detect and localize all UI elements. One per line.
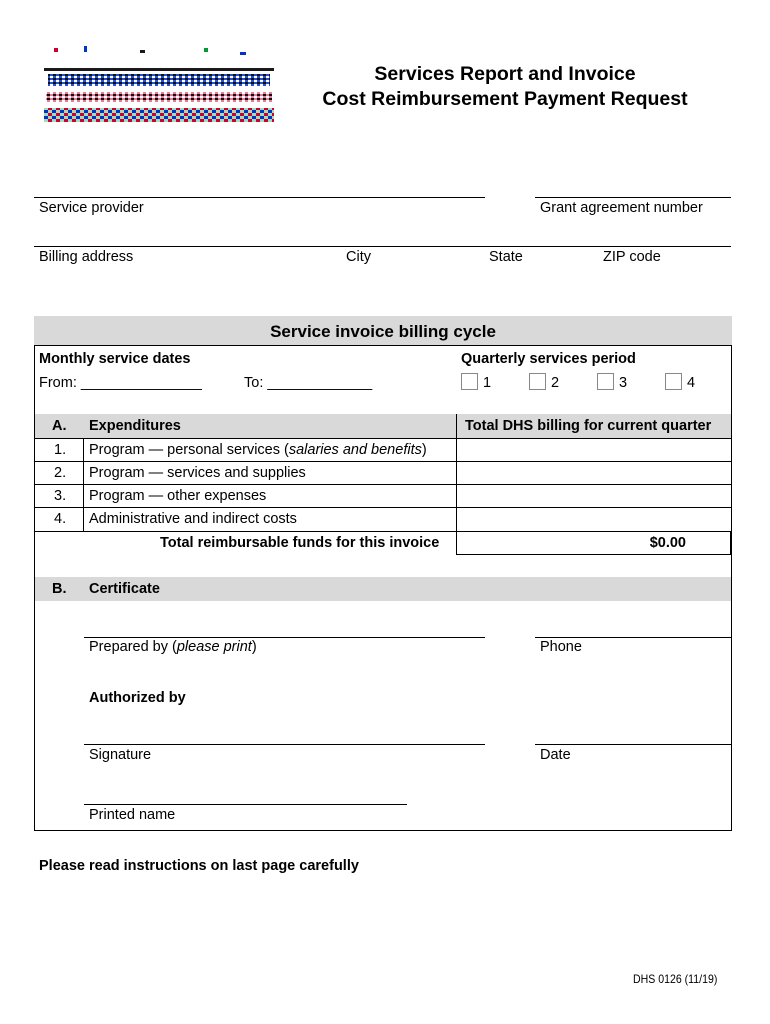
quarter-3-label: 3: [619, 375, 628, 391]
billing-address-label: Billing address: [39, 249, 134, 265]
date-line[interactable]: [535, 744, 731, 745]
from-date-field[interactable]: From: _______________: [39, 375, 202, 391]
total-reimbursable-label: Total reimbursable funds for this invoice: [160, 535, 440, 551]
row-4-amount-field[interactable]: [458, 508, 730, 530]
quarter-1-label: 1: [483, 375, 492, 391]
prepared-by-line[interactable]: [84, 637, 485, 638]
quarter-2-label: 2: [551, 375, 560, 391]
dhs-logo: [44, 44, 274, 130]
form-title-line2: Cost Reimbursement Payment Request: [322, 88, 688, 110]
prepared-by-label-text: Prepared by (: [89, 639, 177, 655]
expenditures-heading: Expenditures: [89, 418, 181, 434]
authorized-by-label: Authorized by: [89, 690, 186, 706]
row-1-number: 1.: [54, 442, 67, 458]
row-2-amount-field[interactable]: [458, 462, 730, 483]
quarter-3-checkbox[interactable]: [597, 373, 614, 390]
zip-label: ZIP code: [603, 249, 661, 265]
section-a-letter: A.: [52, 418, 67, 434]
row-1-label-end: ): [421, 442, 427, 458]
row-3-amount-field[interactable]: [458, 485, 730, 506]
row-4-label: Administrative and indirect costs: [89, 511, 297, 527]
total-dhs-billing-heading: Total DHS billing for current quarter: [465, 418, 712, 434]
row-2-number: 2.: [54, 465, 67, 481]
grant-number-label: Grant agreement number: [540, 200, 703, 216]
row-1-label-text: Program — personal services (: [89, 442, 289, 458]
instructions-note: Please read instructions on last page carefully: [39, 858, 359, 874]
form-number: DHS 0126 (11/19): [633, 972, 718, 986]
printed-name-line[interactable]: [84, 804, 407, 805]
logo-graphic: [44, 46, 274, 122]
total-amount-value: $0.00: [649, 535, 686, 551]
row-3-label: Program — other expenses: [89, 488, 267, 504]
to-date-field[interactable]: To: _____________: [244, 375, 373, 391]
row-1-label: [89, 442, 427, 458]
row-1-label-italic: salaries and benefits: [288, 442, 422, 458]
phone-label: Phone: [540, 639, 582, 655]
service-provider-line[interactable]: [34, 197, 485, 198]
total-amount-field[interactable]: [456, 531, 731, 555]
billing-cycle-header: [34, 316, 732, 345]
city-label: City: [346, 249, 371, 265]
quarter-4-checkbox[interactable]: [665, 373, 682, 390]
prepared-by-label-italic: please print: [176, 639, 252, 655]
grant-number-line[interactable]: [535, 197, 731, 198]
signature-label: Signature: [89, 747, 152, 763]
quarter-4-label: 4: [687, 375, 696, 391]
row-4-number: 4.: [54, 511, 67, 527]
prepared-by-label-end: ): [251, 639, 257, 655]
prepared-by-label: [89, 639, 257, 655]
printed-name-label: Printed name: [89, 807, 176, 823]
service-provider-label: Service provider: [39, 200, 144, 216]
state-label: State: [489, 249, 523, 265]
date-label: Date: [540, 747, 571, 763]
monthly-dates-label: Monthly service dates: [39, 351, 191, 367]
phone-line[interactable]: [535, 637, 731, 638]
quarter-2-checkbox[interactable]: [529, 373, 546, 390]
certificate-heading: Certificate: [89, 581, 160, 597]
row-1-amount-field[interactable]: [458, 439, 730, 460]
form-title-line1: Services Report and Invoice: [374, 63, 636, 85]
quarter-1-checkbox[interactable]: [461, 373, 478, 390]
row-3-number: 3.: [54, 488, 67, 504]
quarterly-period-label: Quarterly services period: [461, 351, 636, 367]
billing-address-line[interactable]: [34, 246, 731, 247]
section-b-letter: B.: [52, 581, 67, 597]
signature-line[interactable]: [84, 744, 485, 745]
row-2-label: Program — services and supplies: [89, 465, 306, 481]
billing-cycle-heading: Service invoice billing cycle: [270, 322, 496, 341]
